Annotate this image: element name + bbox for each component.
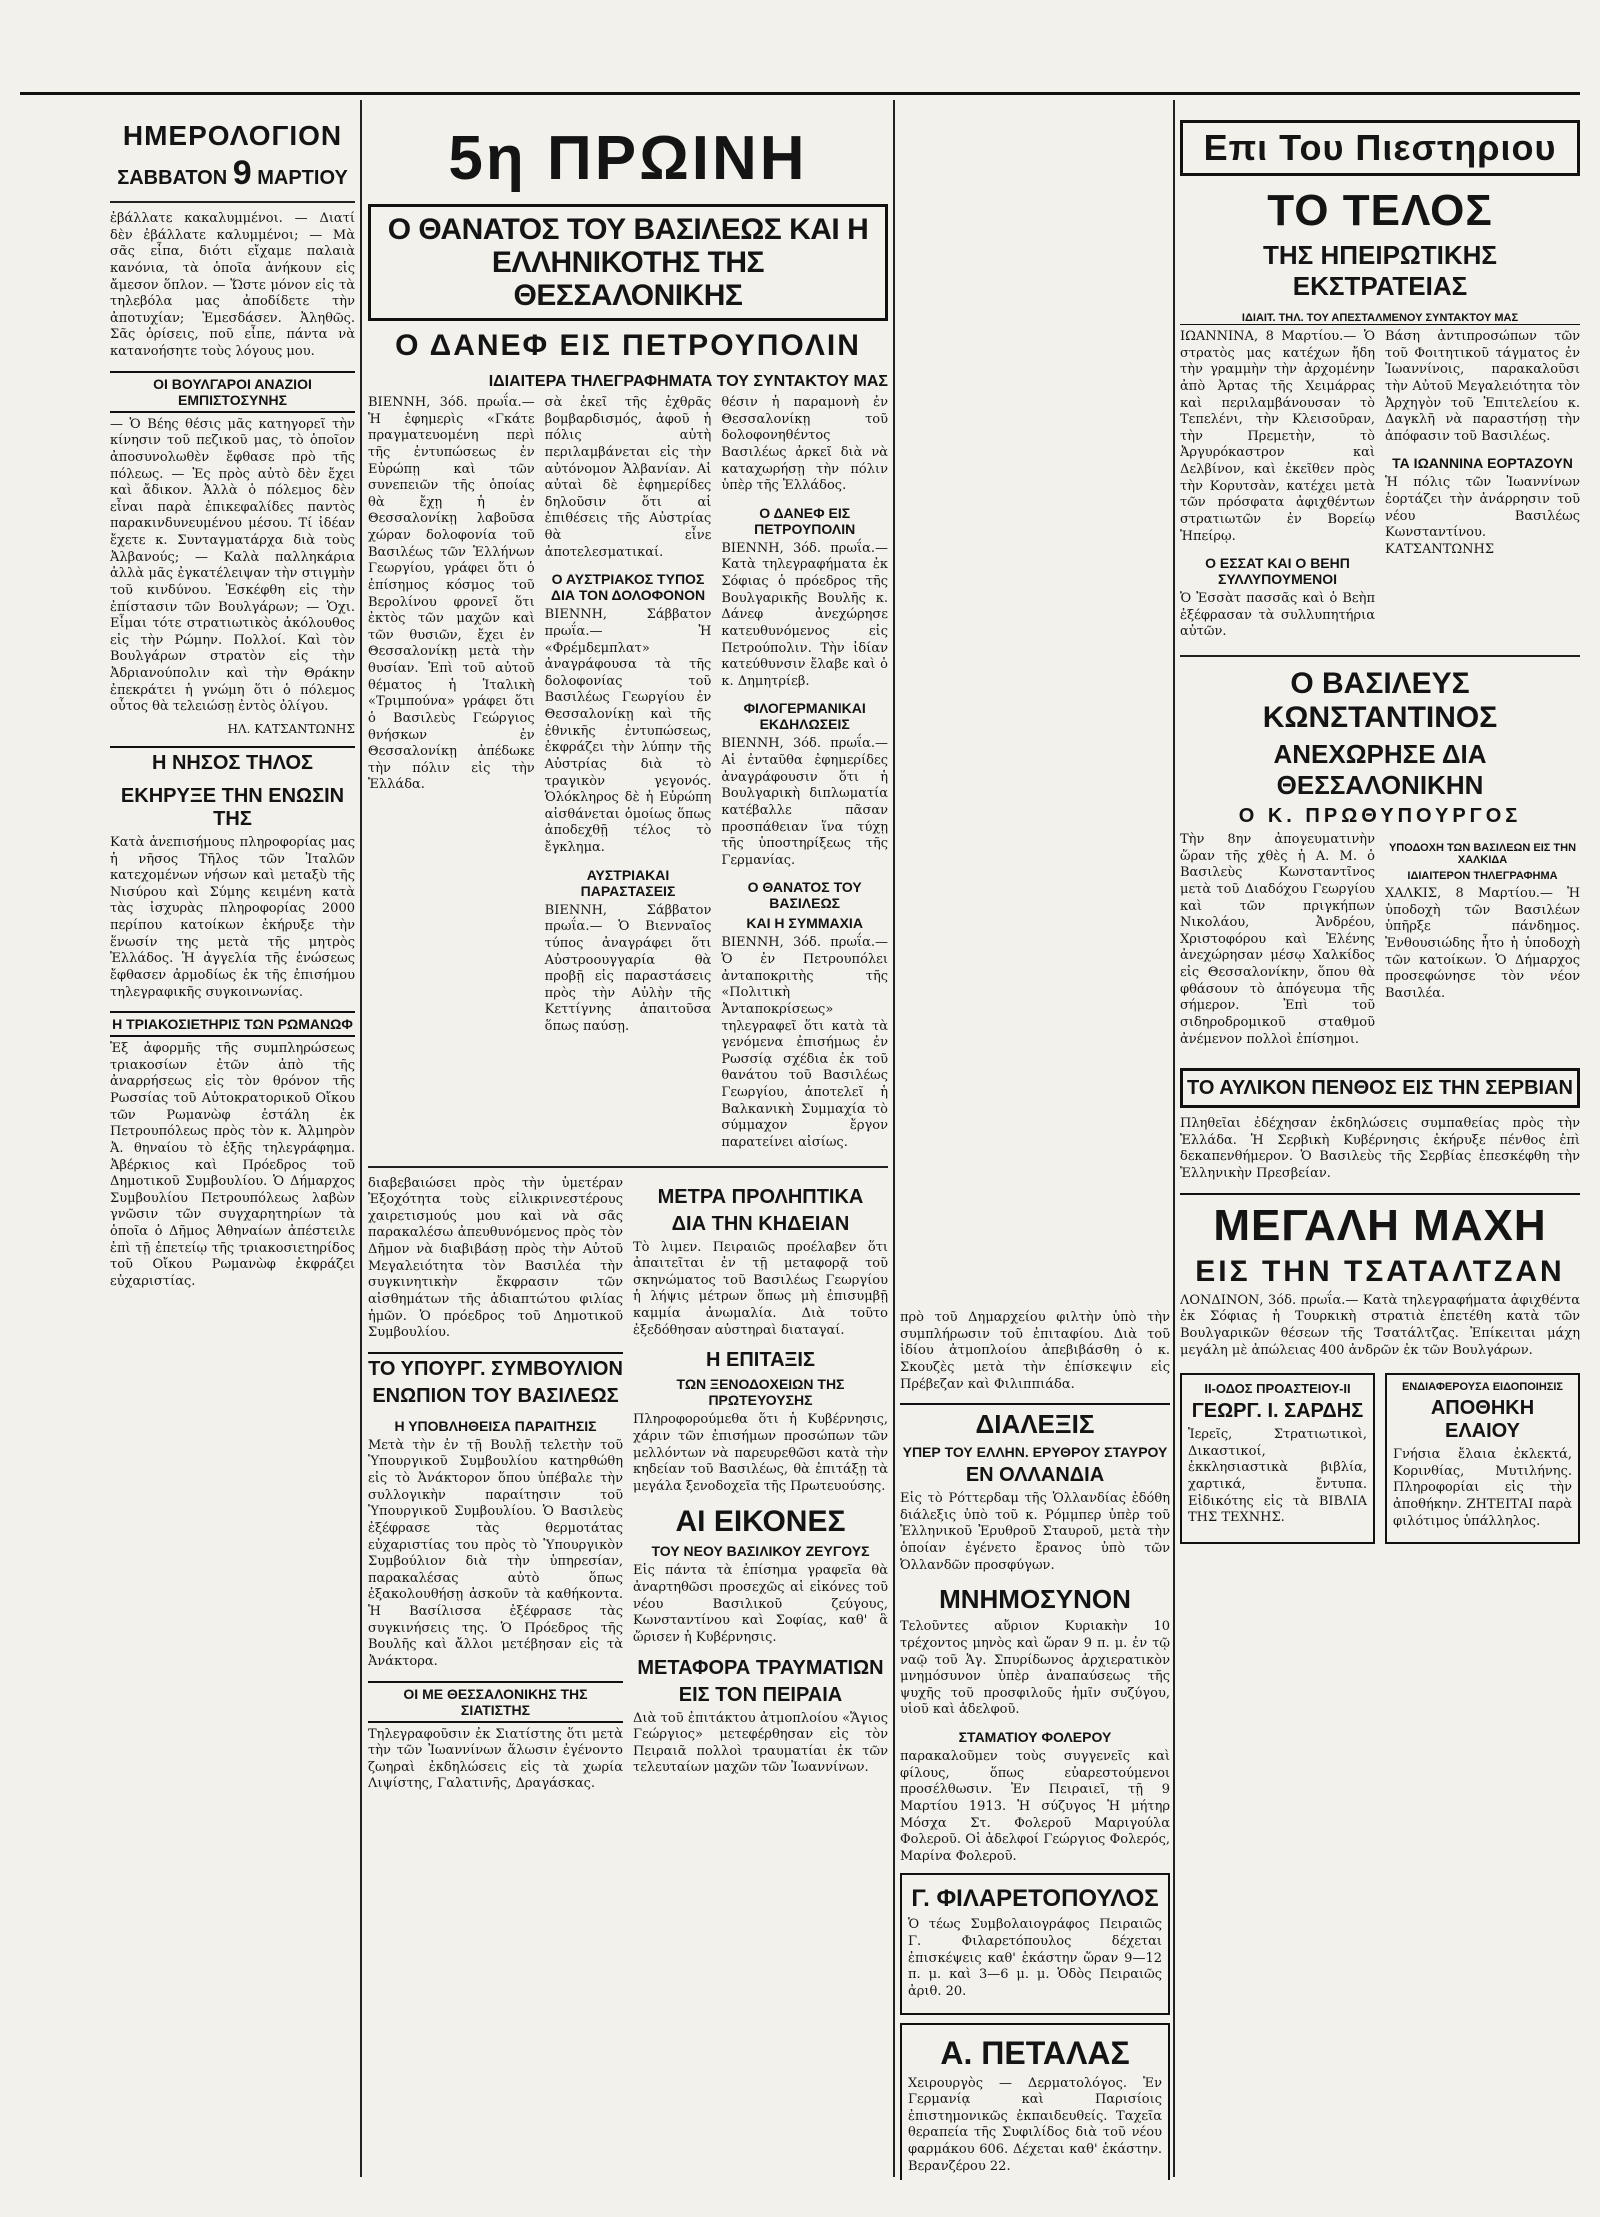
article-subheading: ΤΩΝ ΞΕΝΟΔΟΧΕΙΩΝ ΤΗΣ ΠΡΩΤΕΥΟΥΣΗΣ bbox=[676, 1376, 845, 1409]
article-heading: Ο ΒΑΣΙΛΕΥΣ ΚΩΝΣΤΑΝΤΙΝΟΣ bbox=[1262, 667, 1498, 734]
article-heading: Η ΥΠΟΒΛΗΘΕΙΣΑ ΠΑΡΑΙΤΗΣΙΣ bbox=[394, 1417, 597, 1434]
divider bbox=[368, 1166, 888, 1168]
article-text: Βάση ἀντιπροσώπων τῶν τοῦ Φοιτητικοῦ τάγματος ἐν Ἰωαννίνοις, παρακαλοῦσι τὴν Αὐτοῦ Μεγαλειότητα τὸν Ἀρχηγὸν τοῦ Ἐπιτελείου κ. Δαγκλῆ νὰ παραστήσῃ τὴν ἀπόφασιν τοῦ Βασιλέως. bbox=[1385, 329, 1580, 444]
main-subheadline: Ο ΔΑΝΕΦ ΕΙΣ ΠΕΤΡΟΥΠΟΛΙΝ bbox=[395, 329, 861, 362]
article-column bbox=[633, 1176, 888, 1800]
article-text: ΙΩΑΝΝΙΝΑ, 8 Μαρτίου.— Ὁ στρατὸς μας κατέχων ἤδη τὴν γραμμὴν τὴν ἀρχομένην ἀπὸ Ἀρτας τῆς Χειμάρρας καὶ περιλαμβάνουσαν τὸ Τεπελένι, τὴν Κλεισοῦραν, τὴν Πρεμετὴν, τὸ Ἀργυρόκαστρον καὶ Δελβίνον, καὶ ἐκεῖθεν πρὸς τὴν Κορυτσὰν, κατέχει μετὰ τῶν πρόσφατα ἀφιχθέντων στρατιωτῶν ἐν Βορείῳ Ἠπείρῳ. bbox=[1180, 329, 1375, 544]
article-column bbox=[1385, 832, 1580, 1054]
article-heading: ΟΙ ΜΕ ΘΕΣΣΑΛΟΝΙΚΗΣ ΤΗΣ ΣΙΑΤΙΣΤΗΣ bbox=[368, 1681, 623, 1723]
article-heading: ΤΑ ΙΩΑΝΝΙΝΑ ΕΟΡΤΑΖΟΥΝ bbox=[1392, 455, 1573, 472]
article-text: — Ὁ Βέης θέσις μᾶς κατηγορεῖ τὴν κίνησιν τοῦ πεζικοῦ μας, τὸ ὁποῖον ἀποσυνολωθὲν ἔφθασε πρὸ τῆς πόλεως. — Ἐς πρὸς αὐτὸ δὲν ἔχει καὶ ἄδικον. Ἀλλὰ ὁ πόλεμος δὲν εἶναι παρὰ ἐπικεφαλίδες παντὸς παρακινδυνευμένου μέσου. Τί ἰδέαν ἔχετε κ. Συνταγματάρχα διὰ τοὺς Ἀλβανούς; — Καλὰ παλληκάρια ἀλλὰ μᾶς ἐγκατέλειψαν τὴν στιγμὴν τοῦ κινδύνου. Ἐσκέφθη εἰς τὴν ἐπίστασιν τῶν Βουλγάρων; — Ὁχι. Εἶμαι τότε στρατιωτικὸς ἀκόλουθος εἰς τὴν Ρώμην. Πολλοί. Καὶ τὸν Βουλγάρων στρατὸν εἰς τὴν Ἀδριανούπολιν καὶ τὴν Θράκην ἐπεκράτει ἡ γνώμη ὅτι ὁ πόλεμος οὗτος θὰ τελειώσῃ ἐντὸς ὀλίγου. bbox=[110, 416, 355, 715]
article-heading: ΥΠΟΔΟΧΗ ΤΩΝ ΒΑΣΙΛΕΩΝ ΕΙΣ ΤΗΝ ΧΑΛΚΙΔΑ bbox=[1388, 842, 1577, 866]
ad-text: Ὁ τέως Συμβολαιογράφος Πειραιῶς Γ. Φιλαρετόπουλος δέχεται ἐπισκέψεις καθ' ἑκάστην ὥραν 9—12 π. μ. καὶ 3—6 μ. μ. Ὁδὸς Πειραιῶς ἀριθ. 20. bbox=[908, 1917, 1162, 1999]
article-heading: ΜΕΤΑΦΟΡΑ ΤΡΑΥΜΑΤΙΩΝ bbox=[637, 1656, 884, 1679]
article-heading: ΤΟ ΥΠΟΥΡΓ. ΣΥΜΒΟΥΛΙΟΝ bbox=[368, 1352, 623, 1381]
dispatch-heading: ΙΔΙΑΙΤ. ΤΗΛ. ΤΟΥ ΑΠΕΣΤΑΛΜΕΝΟΥ ΣΥΝΤΑΚΤΟΥ ΜΑΣ bbox=[1180, 312, 1580, 325]
article-text: Τὴν 8ην ἀπογευματινὴν ὥραν τῆς χθὲς ἡ Α. Μ. ὁ Βασιλεὺς Κωνσταντῖνος μετὰ τοῦ Διαδόχου Γεωργίου καὶ τῶν πριγκήπων Νικολάου, Ἀνδρέου, Χριστοφόρου καὶ Ἑλένης ἀνεχώρησαν μέσῳ Χαλκίδος εἰς Θεσσαλονίκην, ὅπου θὰ φθάσουν τὸ ἀπόγευμα τῆς σήμερον. Ἐπὶ τοῦ σιδηροδρομικοῦ σταθμοῦ ἀνέμενον πολλοὶ ἐπίσημοι. bbox=[1180, 832, 1375, 1047]
article-text: ἐβάλλατε κακαλυμμένοι. — Διατί δὲν ἐβάλλατε καλυμμένοι; — Μὰ σᾶς εἶπα, διότι εἴχαμε παλαιὰ κανόνια, τὰ ὁποῖα ἀνήκουν εἰς ἄμεσον ὅπλον. — Ὥστε μόνον εἰς τὰ τηλεβόλα μας ἀποδίδετε τὴν ἀποτυχίαν; Ἐμεσδάσεν. Ἀληθῶς. Σᾶς ὁρίσεις, ποῦ εἶπε, πάντα νὰ κατανοήσητε τοὺς λόγους μου. bbox=[110, 211, 355, 359]
calendar-date bbox=[110, 154, 355, 193]
article-text: ΒΙΕΝΝΗ, 3όδ. πρωΐα.— Ὁ ἐν Πετρουπόλει ἀνταποκριτὴς τῆς «Πολιτικὴ Ἀνταποκρίσεως» τηλεγραφεῖ ὅτι κατὰ τὰ γενόμενα ἐπισήμως ἐν Ρωσσίᾳ σχέδια ἐκ τοῦ θανάτου τοῦ Βασιλέως Γεωργίου, ἀποτελεῖ ἡ Βαλκανικὴ Συμμαχία τὸ σύμμαχον ἔργον παρατείνει αἰσίως. bbox=[721, 935, 888, 1150]
article-text: Ἐξ ἀφορμῆς τῆς συμπληρώσεως τριακοσίων ἐτῶν ἀπὸ τῆς ἀναρρήσεως εἰς τὸν θρόνον τῆς Ρωσσίας τοῦ Αὐτοκρατορικοῦ Οἴκου τῶν Ρωμανὼφ ἐστάλη ἐκ Πετρουπόλεως πρὸς τὸν κ. Ἀλμηρὸν Ἀ. θηναίου τὸ ἑξῆς τηλεγράφημα. Ἀβέρκιος καὶ Πρόεδρος τοῦ Δημοτικοῦ Συμβουλίου. Ὁ Δήμαρχος Συμβουλίου Πετρουπόλεως λαβὼν γνῶσιν τῶν συγχαρητηρίων τὰ ὁποῖα ὁ Δῆμος Ἀθηναίων ἀπέστειλε ἐπὶ τῇ ἐπετείῳ τῆς τριακοσιετηρίδος τοῦ Οἴκου Ρωμανὼφ ἐκφράζει εὐχαριστίας. bbox=[110, 1041, 355, 1289]
article-heading: ΤΟ ΑΥΛΙΚΟΝ ΠΕΝΘΟΣ ΕΙΣ ΤΗΝ ΣΕΡΒΙΑΝ bbox=[1180, 1068, 1580, 1108]
edition-title: 5η ΠΡΩΙΝΗ bbox=[448, 124, 808, 193]
advertisement bbox=[1180, 1373, 1375, 1544]
ad-title: ΕΝΔΙΑΦΕΡΟΥΣΑ ΕΙΔΟΠΟΙΗΣΙΣ bbox=[1401, 1381, 1564, 1394]
calendar-date-num: 9 bbox=[232, 154, 252, 192]
ad-text: Ἱερεῖς, Στρατιωτικοὶ, Δικαστικοί, ἐκκλησιαστικὰ βιβλία, χαρτικά, ἔντυπα. Εἰδικότης εἰς τὰ ΒΙΒΛΙΑ ΤΗΣ ΤΕΧΝΗΣ. bbox=[1188, 1427, 1367, 1526]
article-subheading: ΕΙΣ ΤΟΝ ΠΕΙΡΑΙΑ bbox=[678, 1683, 843, 1706]
article-subheading: ΚΑΙ Η ΣΥΜΜΑΧΙΑ bbox=[746, 915, 863, 932]
article-heading: ΦΙΛΟΓΕΡΜΑΝΙΚΑΙ ΕΚΔΗΛΩΣΕΙΣ bbox=[743, 700, 866, 733]
article-columns bbox=[368, 1176, 888, 1800]
ad-title: Α. ΠΕΤΑΛΑΣ bbox=[940, 2034, 1130, 2071]
article-subheading: ΕΚΗΡΥΞΕ ΤΗΝ ΕΝΩΣΙΝ ΤΗΣ bbox=[120, 784, 345, 830]
article-text: Κατὰ ἀνεπισήμους πληροφορίας μας ἡ νῆσος Τῆλος τῶν Ἰταλῶν κατεχομένων νήσων καὶ μεταξὺ τῆς Νισύρου καὶ Σύμης κειμένη κατὰ τὰς ἰσχυρὰς πληροφορίας 2000 περίπου κατοίκων ἐκήρυξε τὴν ἕνωσίν της μετὰ τῆς μητρὸς Ἑλλάδος. Ἡ ἀγγελία τῆς ἑνώσεως ἔφθασεν ἀρμοδίως ἐκ τῆς ἐπισήμου τηλεγραφικῆς συγκοινωνίας. bbox=[110, 834, 355, 1000]
article-column bbox=[368, 395, 535, 1158]
article-text: Πληροφορούμεθα ὅτι ἡ Κυβέρνησις, χάριν τῶν ἐπισήμων προσώπων τῶν μελλόντων νὰ παρευρεθῶσι κατὰ τὴν κηδείαν τοῦ Βασιλέως, θὰ ἐπιτάξῃ τὰ μεγάλα ξενοδοχεῖα τῆς Πρωτευούσης. bbox=[633, 1412, 888, 1494]
article-text: Τὸ λιμεν. Πειραιῶς προέλαβεν ὅτι ἀπαιτεῖται ἐν τῇ μεταφορᾷ τοῦ σκηνώματος τοῦ Βασιλέως Γεωργίου ἡ λήψις μέτρων ὅπως μὴ ἐπισυμβῇ καμμία ἀνωμαλία. Διὰ τοῦτο ἐξεδόθησαν αὐστηραὶ διαταγαί. bbox=[633, 1239, 888, 1338]
article-heading: ΑΙ ΕΙΚΟΝΕΣ bbox=[675, 1505, 846, 1539]
article-subheading: ΤΟΥ ΝΕΟΥ ΒΑΣΙΛΙΚΟΥ ΖΕΥΓΟΥΣ bbox=[651, 1543, 870, 1560]
column-rule bbox=[893, 100, 895, 2177]
calendar-title: ΗΜΕΡΟΛΟΓΙΟΝ bbox=[122, 120, 343, 151]
article-column bbox=[1180, 832, 1375, 1054]
article-text: Εἰς πάντα τὰ ἐπίσημα γραφεῖα θὰ ἀναρτηθῶσι προσεχῶς αἱ εἰκόνες τοῦ νέου Βασιλικοῦ ζεύγους, Κωνσταντίνου καὶ Σοφίας, καθ' ἃ ὥρισεν ἡ Κυβέρνησις. bbox=[633, 1563, 888, 1645]
ad-subtitle: ΑΠΟΘΗΚΗ ΕΛΑΙΟΥ bbox=[1430, 1397, 1535, 1443]
article-columns bbox=[1180, 329, 1580, 647]
calendar-day: ΣΑΒΒΑΤΟΝ bbox=[117, 167, 228, 189]
article-column bbox=[721, 395, 888, 1158]
memorial-name: ΣΤΑΜΑΤΙΟΥ ΦΟΛΕΡΟΥ bbox=[958, 1729, 1112, 1745]
article-text: Ὁ Ἐσσὰτ πασσᾶς καὶ ὁ Βεὴπ ἐξέφρασαν τὰ συλλυπητήρια αὐτῶν. bbox=[1180, 591, 1375, 640]
advertisement bbox=[900, 2023, 1170, 2181]
column-rule bbox=[1173, 100, 1175, 2177]
article-column bbox=[545, 395, 712, 1158]
article-columns bbox=[1180, 832, 1580, 1054]
advertisement bbox=[1385, 1373, 1580, 1544]
article-text: Μετὰ τὴν ἐν τῇ Βουλῇ τελετὴν τοῦ Ὑπουργικοῦ Συμβουλίου κατηρθώθη εἰς τὸ Ἀνάκτορον ὅπου ὑπέβαλε τὴν συλλογικὴν παραίτησιν τοῦ Ὑπουργικοῦ Συμβουλίου. Ὁ Βασιλεὺς ἐξέφρασε τὰς θερμοτάτας εὐχαριστίας του πρὸς τὸ Ὑπουργικὸν Συμβούλιον διὰ τὴν ὑπηρεσίαν, παρακαλέσας αὐτὸ ὅπως ἐξακολουθήσῃ ἀσκοῦν τὰ καθήκοντα. Ἡ Βασίλισσα ἐξέφρασε τὰς συγκινήσεις της. Ὁ Πρόεδρος τῆς Βουλῆς καὶ ἄλλοι μετέβησαν εἰς τὰ Ἀνάκτορα. bbox=[368, 1437, 623, 1669]
article-subheading: ΕΝ ΟΛΛΑΝΔΙΑ bbox=[965, 1464, 1105, 1487]
main-headline: Ο ΘΑΝΑΤΟΣ ΤΟΥ ΒΑΣΙΛΕΩΣ ΚΑΙ Η ΕΛΛΗΝΙΚΟΤΗΣ ΤΗΣ ΘΕΣΣΑΛΟΝΙΚΗΣ bbox=[368, 204, 888, 321]
calendar-month: ΜΑΡΤΙΟΥ bbox=[257, 167, 348, 189]
article-text: θέσιν ἡ παραμονὴ ἐν Θεσσαλονίκῃ τοῦ δολοφονηθέντος Βασιλέως ἀρκεῖ διὰ νὰ καταχωρήσῃ τὴν πόλιν ὑπὲρ τῆς Ἑλλάδος. bbox=[721, 395, 888, 494]
article-heading: Η ΕΠΙΤΑΞΙΣ bbox=[706, 1349, 815, 1372]
article-text: σὰ ἐκεῖ τῆς ἐχθρᾶς βομβαρδισμός, ἀφοῦ ἡ πόλις αὐτὴ περιλαμβάνεται εἰς τὴν αὐτόνομον Ἀλβανίαν. Αἱ αὐταὶ δὲ ἐφημερίδες δηλοῦσιν ὅτι αἱ ἐπιθέσεις τῆς Αὐστρίας θὰ εἶνε ἀποτελεσματικαί. bbox=[544, 395, 712, 560]
top-rule bbox=[20, 92, 1580, 95]
article-subheading: ΕΙΣ ΤΗΝ ΤΣΑΤΑΛΤΖΑΝ bbox=[1195, 1254, 1565, 1288]
ad-title: II-ΟΔΟΣ ΠΡΟΑΣΤΕΙΟΥ-II bbox=[1204, 1381, 1351, 1397]
article-text: ΒΙΕΝΝΗ, Σάββατον πρωΐα.— Ὁ Βιενναῖος τύπος ἀναγράφει ὅτι Αὐστροουγγαρία θὰ προβῇ εἰς παραστάσεις πρὸς τὴν Αὐλὴν τῆς Κεττίγνης ἀπαιτοῦσα ὅπως παύσῃ. bbox=[544, 902, 712, 1034]
author-signature: ΗΛ. ΚΑΤΣΑΝΤΩΝΗΣ bbox=[227, 721, 355, 736]
article-text: ΛΟΝΔΙΝΟΝ, 3όδ. πρωΐα.— Κατὰ τηλεγραφήματα ἀφιχθέντα ἐκ Σόφιας ἡ Τουρκικὴ στρατιὰ ἐπετέθη κατὰ τῶν Βουλγαρικῶν θέσεων τῆς Τσατάλτζας. Ἐπίκειται μάχη μεγάλη μὲ ἀπώλειας 400 ἀνδρῶν ἐκ τῶν Βουλγάρων. bbox=[1180, 1292, 1580, 1358]
advertisement bbox=[900, 1873, 1170, 2014]
article-subheading: ΔΙΑ ΤΗΝ ΚΗΔΕΙΑΝ bbox=[671, 1212, 850, 1235]
article-column bbox=[1385, 329, 1580, 647]
article-subheading: ΑΝΕΧΩΡΗΣΕ ΔΙΑ ΘΕΣΣΑΛΟΝΙΚΗΝ bbox=[1273, 739, 1487, 800]
ad-row bbox=[1180, 1365, 1580, 1552]
article-columns bbox=[368, 395, 888, 1158]
column-2 bbox=[368, 120, 888, 2190]
article-heading: Ο ΘΑΝΑΤΟΣ ΤΟΥ ΒΑΣΙΛΕΩΣ bbox=[747, 879, 862, 912]
divider bbox=[110, 201, 355, 203]
article-heading: ΔΙΑΛΕΞΙΣ bbox=[900, 1403, 1170, 1440]
article-text: ΒΙΕΝΝΗ, Σάββατον πρωΐα.— Ἡ «Φρέμδεμπλατ» ἀναγράφουσα τὰ τῆς δολοφονίας τοῦ Βασιλέως Γεωργίου ἐν Θεσσαλονίκῃ καὶ τῆς ἐθνικῆς ἐντυπώσεως, ἐκφράζει τὴν λύπην τῆς Αὐστρίας διὰ τὸ τραγικὸν γεγονός. Ὁλόκληρος δὲ ἡ Εὐρώπη αἰσθάνεται ὁμοίως ὅπως ἀποδεχθῇ τέλος τὸ ἔγκλημα. bbox=[544, 607, 712, 855]
article-heading: ΑΥΣΤΡΙΑΚΑΙ ΠΑΡΑΣΤΑΣΕΙΣ bbox=[580, 866, 676, 899]
article-subheading: ΕΝΩΠΙΟΝ ΤΟΥ ΒΑΣΙΛΕΩΣ bbox=[372, 1384, 619, 1407]
article-heading: Ο ΕΣΣΑΤ ΚΑΙ Ο ΒΕΗΠ ΣΥΛΛΥΠΟΥΜΕΝΟΙ bbox=[1205, 555, 1350, 588]
ad-title: Γ. ΦΙΛΑΡΕΤΟΠΟΥΛΟΣ bbox=[911, 1885, 1159, 1913]
article-heading: Η ΝΗΣΟΣ ΤΗΛΟΣ bbox=[110, 746, 355, 775]
article-subheading: ΥΠΕΡ ΤΟΥ ΕΛΛΗΝ. ΕΡΥΘΡΟΥ ΣΤΑΥΡΟΥ bbox=[902, 1444, 1168, 1461]
divider bbox=[1180, 655, 1580, 657]
ad-text: Γνήσια ἔλαια ἐκλεκτά, Κορινθίας, Μυτιλήνης. Πληροφορίαι εἰς τὴν ἀποθήκην. ΖΗΤΕΙΤΑΙ παρὰ φιλότιμος ὑπάλληλος. bbox=[1393, 1447, 1572, 1529]
article-heading: ΤΟ ΤΕΛΟΣ bbox=[1267, 186, 1493, 235]
article-text: Τελοῦντες αὔριον Κυριακὴν 10 τρέχοντος μηνὸς καὶ ὥραν 9 π. μ. ἐν τῷ ναῷ τοῦ Ἁγ. Σπυρίδωνος ἀρχιερατικὸν μνημόσυνον ὑπὲρ ἀναπαύσεως τῆς ψυχῆς τοῦ προσφιλοῦς ἡμῖν συζύγου, υἱοῦ καὶ ἀδελφοῦ. bbox=[900, 1619, 1170, 1718]
article-heading: Ο ΔΑΝΕΦ ΕΙΣ ΠΕΤΡΟΥΠΟΛΙΝ bbox=[754, 504, 856, 537]
ad-text: Χειρουργὸς — Δερματολόγος. Ἐν Γερμανίᾳ καὶ Παρισίοις ἐπιστημονικῶς ἐκπαιδευθείς. Ταχεῖα θεραπεία τῆς Συφιλίδος διὰ τοῦ νέου φαρμάκου 606. Δέχεται καθ' ἑκάστην. Βερανζέρου 22. bbox=[908, 2075, 1162, 2174]
article-heading: ΜΕΓΑΛΗ ΜΑΧΗ bbox=[1180, 1193, 1580, 1251]
column-4 bbox=[1180, 120, 1580, 2180]
article-heading: Η ΤΡΙΑΚΟΣΙΕΤΗΡΙΣ ΤΩΝ ΡΩΜΑΝΩΦ bbox=[110, 1011, 355, 1037]
article-heading: ΟΙ ΒΟΥΛΓΑΡΟΙ ΑΝΑΖΙΟΙ ΕΜΠΙΣΤΟΣΥΝΗΣ bbox=[110, 371, 355, 413]
article-column bbox=[368, 1176, 623, 1800]
article-text: Διὰ τοῦ ἐπιτάκτου ἀτμοπλοίου «Ἅγιος Γεώργιος» μετεφέρθησαν εἰς τὸν Πειραιᾶ πολλοὶ τραυματίαι ἐκ τῶν τελευταίων μαχῶν τῶν Ἰωαννίνων. bbox=[633, 1710, 888, 1776]
article-text: ΒΙΕΝΝΗ, 3όδ. πρωΐα.— Κατὰ τηλεγραφήματα ἐκ Σόφιας ὁ πρόεδρος τῆς Βουλγαρικῆς Βουλῆς κ. Δάνεφ ἀνεχώρησε κατευθυνόμενος εἰς Πετρούπολιν. Τὴν ἰδίαν κατεύθυνσιν ἔλαβε καὶ ὁ κ. Δημητρίεβ. bbox=[721, 540, 888, 689]
column-1 bbox=[110, 120, 355, 2190]
article-text: ΧΑΛΚΙΣ, 8 Μαρτίου.— Ἡ ὑποδοχὴ τῶν Βασιλέων ὑπῆρξε πάνδημος. Ἐνθουσιώδης ἦτο ἡ ὑποδοχὴ τῶν κατοίκων. Ὁ Δήμαρχος προσεφώνησε τὸν νέον Βασιλέα. bbox=[1385, 886, 1580, 1001]
article-heading: Ο ΑΥΣΤΡΙΑΚΟΣ ΤΥΠΟΣ ΔΙΑ ΤΟΝ ΔΟΛΟΦΟΝΟΝ bbox=[550, 571, 706, 604]
article-heading: ΜΕΤΡΑ ΠΡΟΛΗΠΤΙΚΑ bbox=[657, 1185, 864, 1208]
column-3 bbox=[900, 1310, 1170, 2180]
article-text: παρακαλοῦμεν τοὺς συγγενεῖς καὶ φίλους, ὅπως εὐαρεστούμενοι προσέλθωσιν. Ἐν Πειραιεῖ, τῇ 9 Μαρτίου 1913. Ἡ σύζυγος Ἡ μήτηρ Μόσχα Στ. Φολεροῦ Μαριγούλα Φολεροῦ. Οἱ ἀδελφοί Γεώργιος Φολερός, Μαρίνα Φολεροῦ. bbox=[900, 1749, 1170, 1864]
article-text: διαβεβαιώσει πρὸς τὴν ὑμετέραν Ἐξοχότητα τοὺς εἰλικρινεστέρους χαιρετισμούς μου καὶ νὰ σᾶς παρακαλέσω ἀπευθυνόμενος πρὸς τὸν Δῆμον νὰ διαβιβάσῃ πρὸς τὴν Αὐτοῦ Μεγαλειότητα τὸν Βασιλέα τὴν συγκινητικὴν ἔκφρασιν τῶν αἰσθημάτων τῆς ἀδιαπτώτου φιλίας ἡμῶν. Ὁ πρόεδρος τοῦ Δημοτικοῦ Συμβουλίου. bbox=[368, 1175, 623, 1341]
dispatch-heading: ΙΔΙΑΙΤΕΡΑ ΤΗΛΕΓΡΑΦΗΜΑΤΑ ΤΟΥ ΣΥΝΤΑΚΤΟΥ ΜΑΣ bbox=[488, 373, 888, 390]
article-text: Τηλεγραφοῦσιν ἐκ Σιατίστης ὅτι μετὰ τὴν τῶν Ἰωαννίνων ἅλωσιν ἐγένοντο ζωηραὶ ἐκδηλώσεις εἰς τὰ χωρία Λιψίστης, Γαλατινῆς, Δραγάσκας. bbox=[368, 1726, 623, 1792]
ad-subtitle: ΓΕΩΡΓ. Ι. ΣΑΡΔΗΣ bbox=[1191, 1400, 1364, 1423]
column-rule bbox=[360, 100, 362, 2177]
article-text: Ἡ πόλις τῶν Ἰωαννίνων ἑορτάζει τὴν ἀνάρρησιν τοῦ νέου Βασιλέως Κωνσταντίνου. ΚΑΤΣΑΝΤΩΝΗΣ bbox=[1385, 475, 1580, 557]
article-subheading: ΙΔΙΑΙΤΕΡΟΝ ΤΗΛΕΓΡΑΦΗΜΑ bbox=[1407, 870, 1558, 882]
article-text: πρὸ τοῦ Δημαρχείου φιλτὴν ὑπὸ τὴν συμπλήρωσιν τοῦ ἐπιταφίου. Διὰ τοῦ ἰδίου ἀτμοπλοίου ἀπεβιβάσθη ὁ κ. Σκουζὲς μετὰ τὴν ἐπίσκεψιν εἰς Πρέβεζαν καὶ Φιλιππιάδα. bbox=[900, 1310, 1170, 1392]
article-subheading: Ο Κ. ΠΡΩΘΥΠΟΥΡΓΟΣ bbox=[1238, 805, 1522, 827]
press-column-title: Επι Του Πιεστηριου bbox=[1180, 120, 1580, 176]
article-text: Εἰς τὸ Ρόττερδαμ τῆς Ὁλλανδίας ἐδόθη διάλεξις ὑπὸ τοῦ κ. Ρόμμπερ ὑπὲρ τοῦ Ἑλληνικοῦ Ἐρυθροῦ Σταυροῦ, μετὰ τὴν ὁποίαν ἐγένετο ἔρανος ὑπὸ τῶν Ὀλλανδῶν προσφύγων. bbox=[900, 1491, 1170, 1573]
article-text: ΒΙΕΝΝΗ, 3όδ. πρωΐα.— Αἱ ἐνταῦθα ἐφημερίδες ἀναγράφουσιν ὅτι ἡ Βουλγαρικὴ διπλωματία κατέβαλλε πᾶσαν προσπάθειαν ἵνα τύχῃ τῆς ὑποστηρίξεως τῆς Γερμανίας. bbox=[721, 736, 888, 868]
article-column bbox=[1180, 329, 1375, 647]
article-subheading: ΤΗΣ ΗΠΕΙΡΩΤΙΚΗΣ ΕΚΣΤΡΑΤΕΙΑΣ bbox=[1262, 240, 1498, 301]
article-text: Πληθεῖαι ἐδέχησαν ἐκδηλώσεις συμπαθείας πρὸς τὴν Ἑλλάδα. Ἡ Σερβικὴ Κυβέρνησις ἐκήρυξε πένθος ἐπὶ δεκαπενθήμερον. Ὁ Βασιλεὺς τῆς Σερβίας ἐπεσκέφθη τὴν Ἑλληνικὴν Πρεσβείαν. bbox=[1180, 1116, 1580, 1181]
article-heading: ΜΝΗΜΟΣΥΝΟΝ bbox=[939, 1584, 1131, 1615]
article-text: ΒΙΕΝΝΗ, 3όδ. πρωΐα.— Ἡ ἐφημερὶς «Γκάτε πραγματευομένη περὶ τῆς ἐντυπώσεως ἐν Εὐρώπῃ καὶ τῶν συνεπειῶν τῆς ὁποίας θὰ ἔχῃ ἡ ἐν Θεσσαλονίκῃ λαβοῦσα χώραν δολοφονία τοῦ Βασιλέως τῶν Ἑλλήνων Γεωργίου, γράφει ὅτι ὁ ἐπίσημος κόσμος τοῦ Βερολίνου φρονεῖ ὅτι ἐκτὸς τῶν μαχῶν καὶ τῶν θυσιῶν, ἔχει ἐν Θεσσαλονίκῃ μετὰ τὴν θυσίαν. Ἐπὶ τοῦ αὐτοῦ θέματος ἡ Ἰταλικὴ «Τριμπούνα» γράφει ὅτι ὁ Βασιλεὺς Γεώργιος θνήσκων ἐν Θεσσαλονίκῃ ἀπέδωκε τὴν πόλιν εἰς τὴν Ἑλλάδα. bbox=[368, 395, 535, 793]
